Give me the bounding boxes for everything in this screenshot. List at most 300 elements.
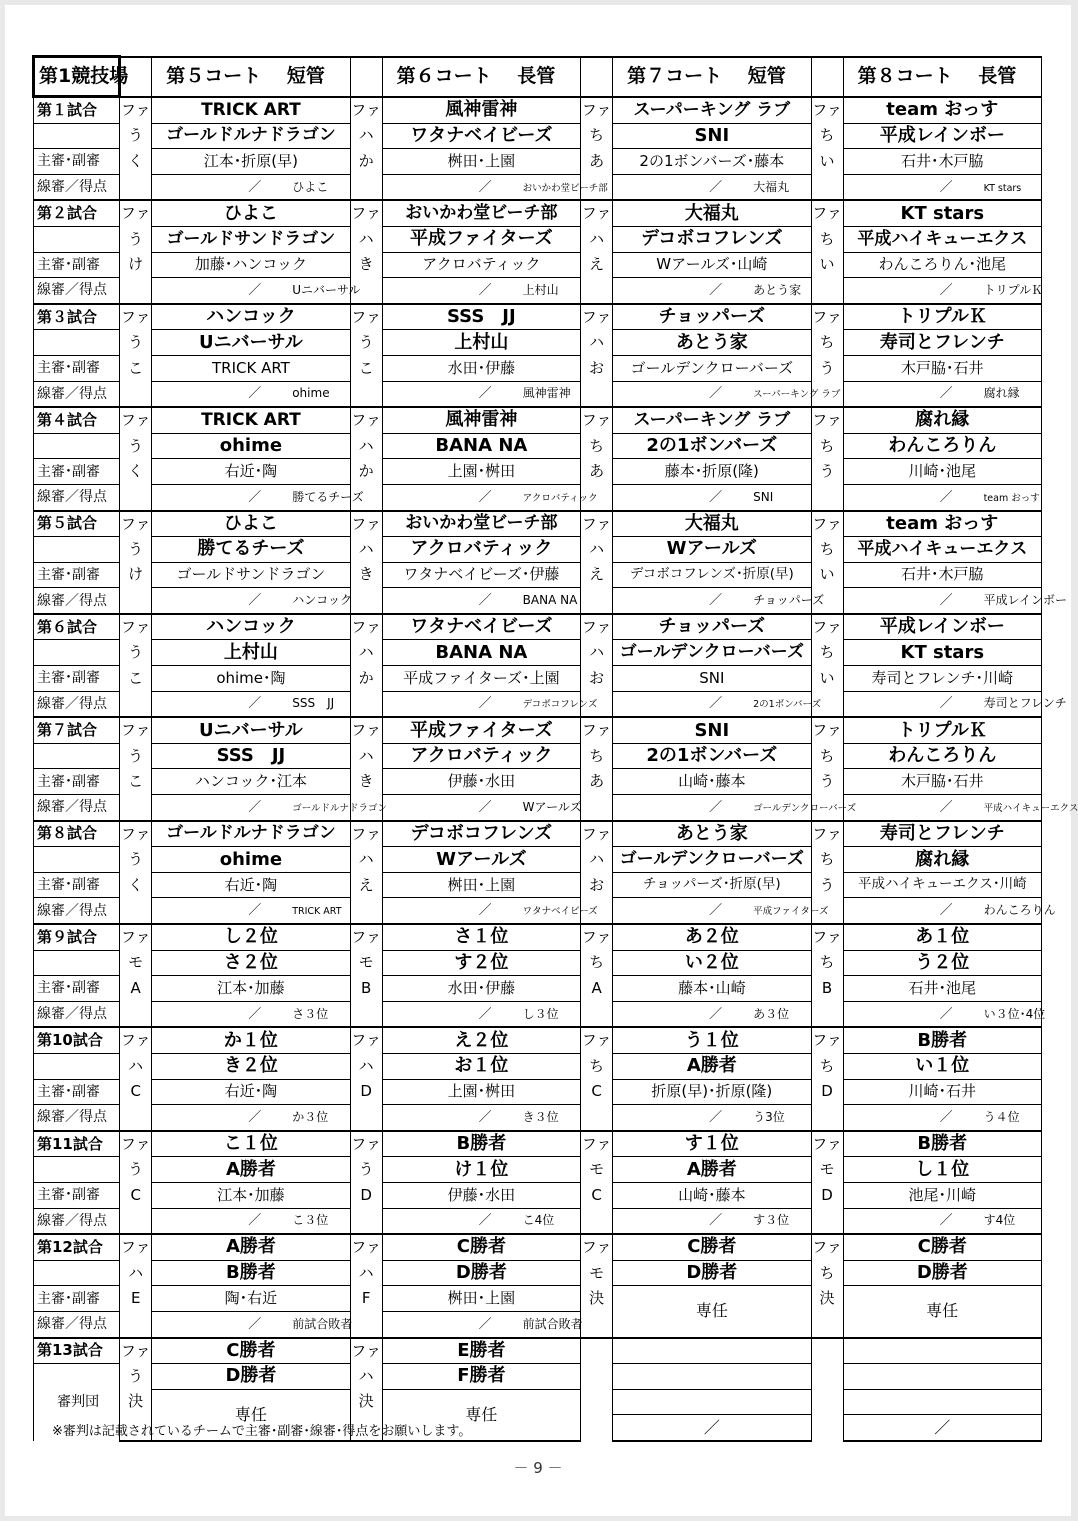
line-score-cell	[613, 1208, 811, 1234]
court-code: モ	[120, 950, 152, 976]
court-code: ファ	[811, 304, 843, 330]
slash-mark: ／	[709, 903, 723, 919]
scorer-team: チョッパーズ	[753, 593, 825, 608]
code-spacer	[581, 795, 613, 821]
court-code: モ	[581, 1260, 613, 1286]
court-code: モ	[811, 1157, 843, 1183]
header-spacer	[581, 57, 613, 97]
line-label: 線審／得点	[34, 1311, 120, 1337]
match-row	[34, 769, 1042, 795]
match-row	[34, 1208, 1042, 1234]
match-row	[34, 666, 1042, 692]
court-code: え	[581, 562, 613, 588]
referee-pair: 藤本･折原(隆)	[613, 459, 811, 485]
team-b: 平成ハイキューエクス	[843, 226, 1041, 252]
court-code: ファ	[581, 1027, 613, 1053]
line-label: 線審／得点	[34, 588, 120, 614]
court-code: ハ	[581, 330, 613, 356]
court-code: ち	[581, 123, 613, 149]
court-code: お	[581, 355, 613, 381]
line-label: 線審／得点	[34, 1001, 120, 1027]
team-b: A勝者	[613, 1053, 811, 1079]
code-empty	[581, 1338, 613, 1441]
line-score-cell	[382, 691, 598, 717]
court-code: け	[120, 252, 152, 278]
duty-cell: 専任	[843, 1286, 1041, 1338]
scorer-team: 平成ハイキューエクス	[983, 802, 1078, 814]
scorer-team: アクロバティック	[522, 492, 598, 504]
referee-pair: 伊藤･水田	[382, 769, 580, 795]
scorer-team: 風神雷神	[522, 386, 571, 401]
scorer-team: ohime	[292, 386, 330, 401]
team-b: い２位	[613, 950, 811, 976]
scorer-team: 平成レインボー	[983, 593, 1067, 608]
team-a: ゴールドルナドラゴン	[152, 821, 350, 847]
referee-pair: 2の1ボンバーズ･藤本	[613, 149, 811, 175]
team-b: B勝者	[152, 1260, 350, 1286]
team-b: BANA NA	[382, 433, 580, 459]
match-title: 第９試合	[34, 924, 120, 950]
slash-mark: ／	[478, 1213, 492, 1229]
court-code: ハ	[350, 1260, 382, 1286]
team-a: し２位	[152, 924, 350, 950]
court-code: ち	[811, 433, 843, 459]
team-a: さ１位	[382, 924, 580, 950]
label-spacer	[34, 743, 120, 769]
slash-mark: ／	[939, 386, 953, 402]
court-header: 第６コート 長管	[382, 57, 580, 97]
match-row	[34, 1338, 1042, 1364]
line-score-cell	[152, 1311, 353, 1337]
team-b: 平成レインボー	[843, 123, 1041, 149]
match-row	[34, 97, 1042, 124]
court-code: ち	[811, 1260, 843, 1286]
slash-mark: ／	[709, 799, 723, 815]
match-row	[34, 278, 1042, 304]
team-b: KT stars	[843, 640, 1041, 666]
referee-pair: 江本･加藤	[152, 1182, 350, 1208]
match-row	[34, 821, 1042, 847]
match-row	[34, 691, 1042, 717]
line-score-cell	[382, 1105, 580, 1131]
team-b: 2の1ボンバーズ	[613, 743, 811, 769]
chief-label: 主審･副審	[34, 666, 120, 692]
scorer-team: す4位	[983, 1213, 1016, 1228]
court-code: ファ	[120, 1027, 152, 1053]
court-code: う	[120, 847, 152, 873]
slash-mark: ／	[478, 386, 492, 402]
referee-pair: 水田･伊藤	[382, 976, 580, 1002]
court-code: ファ	[581, 97, 613, 124]
code-spacer	[350, 1001, 382, 1027]
match-row	[34, 355, 1042, 381]
line-score-cell	[382, 795, 580, 821]
court-code: ファ	[581, 1131, 613, 1157]
label-spacer	[34, 640, 120, 666]
court-code: う	[811, 769, 843, 795]
court-code: モ	[581, 1157, 613, 1183]
line-label: 線審／得点	[34, 898, 120, 924]
referee-pair: わんころりん･池尾	[843, 252, 1041, 278]
schedule-table	[32, 55, 1078, 1442]
referee-pair: ゴールデンクローバーズ	[613, 355, 811, 381]
line-label: 線審／得点	[34, 484, 120, 510]
court-code: ち	[581, 950, 613, 976]
venue-title: 第1競技場	[34, 57, 120, 97]
court-code: ファ	[811, 821, 843, 847]
slash-mark: ／	[478, 1316, 492, 1332]
scorer-team: ひよこ	[292, 179, 329, 194]
court-code: ファ	[581, 717, 613, 743]
label-spacer	[34, 1053, 120, 1079]
chief-label: 主審･副審	[34, 355, 120, 381]
match-title: 第５試合	[34, 511, 120, 537]
court-code: E	[120, 1286, 152, 1312]
court-code: き	[350, 252, 382, 278]
court-code: ハ	[581, 640, 613, 666]
team-a: す１位	[613, 1131, 811, 1157]
code-spacer	[811, 174, 843, 200]
referee-pair: 伊藤･水田	[382, 1182, 580, 1208]
line-score-cell	[843, 1105, 1041, 1131]
team-b: し１位	[843, 1157, 1041, 1183]
court-code: ファ	[120, 614, 152, 640]
code-spacer	[350, 691, 382, 717]
empty-cell	[613, 1389, 811, 1415]
label-spacer	[34, 433, 120, 459]
team-b: Uニバーサル	[152, 330, 350, 356]
match-row	[34, 1157, 1042, 1183]
match-row	[34, 537, 1042, 563]
court-code: う	[811, 872, 843, 898]
scorer-team: 大福丸	[753, 179, 790, 194]
code-spacer	[581, 1208, 613, 1234]
match-title: 第７試合	[34, 717, 120, 743]
team-a: ワタナベイビーズ	[382, 614, 580, 640]
team-a: 風神雷神	[382, 97, 580, 124]
court-code: ファ	[350, 407, 382, 433]
court-code: ち	[581, 743, 613, 769]
scorer-team: う3位	[753, 1109, 785, 1124]
slash-mark: ／	[709, 593, 723, 609]
referee-pair: 桝田･上園	[382, 149, 580, 175]
court-code: C	[120, 1182, 152, 1208]
line-score-cell	[382, 174, 608, 200]
code-spacer	[581, 278, 613, 304]
court-code: C	[120, 1079, 152, 1105]
court-code: あ	[581, 149, 613, 175]
referee-pair: 寿司とフレンチ･川崎	[843, 666, 1041, 692]
court-code: ち	[811, 950, 843, 976]
team-b: SSS JJ	[152, 743, 350, 769]
team-a: C勝者	[382, 1234, 580, 1260]
team-b: わんころりん	[843, 743, 1041, 769]
match-row	[34, 847, 1042, 873]
code-spacer	[350, 1311, 382, 1337]
line-label: 線審／得点	[34, 691, 120, 717]
court-code: ハ	[350, 537, 382, 563]
chief-label: 主審･副審	[34, 1182, 120, 1208]
code-spacer	[120, 484, 152, 510]
slash-mark: ／	[709, 696, 723, 712]
court-code: ハ	[350, 433, 382, 459]
referee-pair: 池尾･川崎	[843, 1182, 1041, 1208]
line-score-cell	[613, 795, 857, 821]
court-code: ファ	[350, 511, 382, 537]
chief-label: 主審･副審	[34, 872, 120, 898]
slash-mark: ／	[248, 799, 262, 815]
label-spacer	[34, 330, 120, 356]
court-code: A	[581, 976, 613, 1002]
referee-pair: 川崎･池尾	[843, 459, 1041, 485]
court-code: う	[120, 123, 152, 149]
chief-label: 主審･副審	[34, 252, 120, 278]
match-row	[34, 174, 1042, 200]
line-score-cell	[152, 1001, 350, 1027]
team-b: わんころりん	[843, 433, 1041, 459]
court-code: ファ	[581, 200, 613, 226]
line-score-cell	[843, 278, 1044, 304]
line-score-cell	[613, 381, 841, 407]
match-row	[34, 1053, 1042, 1079]
court-code: ファ	[350, 1338, 382, 1364]
code-spacer	[811, 1208, 843, 1234]
slash-mark: ／	[478, 593, 492, 609]
referee-pair: 桝田･上園	[382, 1286, 580, 1312]
line-label: 線審／得点	[34, 1208, 120, 1234]
team-a: A勝者	[152, 1234, 350, 1260]
court-code: く	[120, 149, 152, 175]
match-title: 第１試合	[34, 97, 120, 124]
referee-pair: 陶･右近	[152, 1286, 350, 1312]
line-score-cell	[382, 1001, 580, 1027]
code-spacer	[581, 1311, 613, 1337]
scorer-team: 勝てるチーズ	[292, 489, 364, 504]
team-b: き２位	[152, 1053, 350, 1079]
team-a: 平成レインボー	[843, 614, 1041, 640]
referee-pair: 江本･折原(早)	[152, 149, 350, 175]
scorer-team: おいかわ堂ビーチ部	[522, 182, 608, 194]
match-row	[34, 795, 1042, 821]
team-a: あ２位	[613, 924, 811, 950]
court-code: う	[120, 537, 152, 563]
team-b: け１位	[382, 1157, 580, 1183]
match-row	[34, 1001, 1042, 1027]
team-b: A勝者	[152, 1157, 350, 1183]
court-code: ち	[581, 1053, 613, 1079]
slash-mark: ／	[939, 282, 953, 298]
referee-pair: 桝田･上園	[382, 872, 580, 898]
code-spacer	[350, 1208, 382, 1234]
court-code: こ	[120, 355, 152, 381]
court-code: ハ	[350, 1364, 382, 1390]
team-a: ハンコック	[152, 614, 350, 640]
court-code: C	[581, 1079, 613, 1105]
scorer-team: か３位	[292, 1109, 329, 1124]
team-b: 寿司とフレンチ	[843, 330, 1041, 356]
team-a: おいかわ堂ビーチ部	[382, 511, 580, 537]
line-score-cell	[152, 278, 361, 304]
slash-mark: ／	[478, 903, 492, 919]
team-b: Wアールズ	[382, 847, 580, 873]
team-a: team おっす	[843, 97, 1041, 124]
team-a: Uニバーサル	[152, 717, 350, 743]
court-code: ファ	[811, 924, 843, 950]
referee-pair: 平成ファイターズ･上園	[382, 666, 580, 692]
code-spacer	[581, 588, 613, 614]
referee-pair: デコボコフレンズ･折原(早)	[613, 562, 811, 588]
header-row	[34, 57, 1042, 97]
team-a: TRICK ART	[152, 97, 350, 124]
match-row	[34, 1364, 1042, 1390]
code-spacer	[811, 484, 843, 510]
line-score-cell	[843, 898, 1056, 924]
scorer-team: ゴールドルナドラゴン	[292, 802, 388, 814]
team-a: 風神雷神	[382, 407, 580, 433]
team-b: デコボコフレンズ	[613, 226, 811, 252]
court-code: け	[120, 562, 152, 588]
scorer-team: 前試合敗者	[522, 1316, 583, 1331]
label-spacer	[34, 950, 120, 976]
line-score-cell	[843, 795, 1078, 821]
line-score-cell	[382, 278, 580, 304]
match-row	[34, 588, 1042, 614]
header-spacer	[811, 57, 843, 97]
slash-mark: ／	[939, 903, 953, 919]
team-b: す２位	[382, 950, 580, 976]
court-code: C	[581, 1182, 613, 1208]
code-spacer	[350, 1105, 382, 1131]
team-a: あとう家	[613, 821, 811, 847]
referee-pair: ohime･陶	[152, 666, 350, 692]
team-a: SNI	[613, 717, 811, 743]
court-code: ハ	[120, 1053, 152, 1079]
line-score-cell	[843, 691, 1067, 717]
slash-mark: ／	[939, 179, 953, 195]
line-score-cell	[613, 588, 825, 614]
code-spacer	[811, 1105, 843, 1131]
team-b: アクロバティック	[382, 743, 580, 769]
team-b: ワタナベイビーズ	[382, 123, 580, 149]
chief-label: 主審･副審	[34, 149, 120, 175]
slash-mark: ／	[939, 1213, 953, 1229]
line-score-cell	[843, 1208, 1041, 1234]
court-code: 決	[120, 1389, 152, 1415]
code-spacer	[120, 898, 152, 924]
line-score-cell	[843, 484, 1041, 510]
match-row	[34, 640, 1042, 666]
referee-pair: 上園･桝田	[382, 1079, 580, 1105]
slash-mark: ／	[478, 1006, 492, 1022]
slash-mark: ／	[939, 489, 953, 505]
label-spacer	[34, 226, 120, 252]
line-score-cell	[152, 484, 364, 510]
referee-pair: 木戸脇･石井	[843, 769, 1041, 795]
referee-pair: ゴールドサンドラゴン	[152, 562, 350, 588]
match-row	[34, 381, 1042, 407]
court-code: う	[120, 330, 152, 356]
team-b: アクロバティック	[382, 537, 580, 563]
court-code: う	[120, 743, 152, 769]
line-score-cell	[382, 381, 580, 407]
scorer-team: 腐れ縁	[983, 386, 1020, 401]
court-code: ファ	[811, 1234, 843, 1260]
court-code: ファ	[350, 717, 382, 743]
referee-pair: 折原(早)･折原(隆)	[613, 1079, 811, 1105]
chief-label: 主審･副審	[34, 562, 120, 588]
scorer-team: わんころりん	[983, 903, 1056, 918]
court-code: う	[811, 355, 843, 381]
court-code: ち	[811, 537, 843, 563]
slash-mark: ／	[939, 696, 953, 712]
code-spacer	[581, 1105, 613, 1131]
team-b: F勝者	[382, 1364, 580, 1390]
court-code: あ	[581, 769, 613, 795]
court-code: き	[350, 562, 382, 588]
scorer-team: ゴールデンクローバーズ	[753, 802, 857, 814]
match-row	[34, 1131, 1042, 1157]
match-title: 第４試合	[34, 407, 120, 433]
match-row	[34, 330, 1042, 356]
team-b: BANA NA	[382, 640, 580, 666]
scorer-team: 寿司とフレンチ	[983, 696, 1067, 711]
referee-pair: 平成ハイキューエクス･川崎	[843, 872, 1041, 898]
line-score-cell	[152, 381, 350, 407]
scorer-team: 前試合敗者	[292, 1316, 353, 1331]
court-code: ファ	[350, 821, 382, 847]
court-code: D	[350, 1182, 382, 1208]
slash-mark: ／	[248, 903, 262, 919]
line-score-cell	[613, 691, 822, 717]
slash-mark: ／	[934, 1417, 951, 1437]
match-row	[34, 1234, 1042, 1260]
scorer-team: BANA NA	[522, 593, 578, 608]
scorer-team: き３位	[522, 1109, 559, 1124]
line-score-cell	[843, 588, 1067, 614]
match-row	[34, 1105, 1042, 1131]
team-b: 勝てるチーズ	[152, 537, 350, 563]
team-a: か１位	[152, 1027, 350, 1053]
court-code: ファ	[811, 1027, 843, 1053]
slash-mark: ／	[248, 1213, 262, 1229]
scorer-team: トリプルＫ	[983, 282, 1044, 297]
court-code: ファ	[350, 97, 382, 124]
court-code: ファ	[120, 97, 152, 124]
court-code: ハ	[350, 847, 382, 873]
court-code: ち	[811, 640, 843, 666]
team-a: おいかわ堂ビーチ部	[382, 200, 580, 226]
court-code: ち	[581, 433, 613, 459]
match-row	[34, 200, 1042, 226]
match-title: 第６試合	[34, 614, 120, 640]
line-score-cell	[843, 174, 1041, 200]
code-spacer	[120, 691, 152, 717]
code-spacer	[350, 174, 382, 200]
scorer-team: 上村山	[522, 282, 559, 297]
line-score-cell	[843, 381, 1041, 407]
slash-mark: ／	[939, 1109, 953, 1125]
slash-mark: ／	[709, 1213, 723, 1229]
team-b: 上村山	[152, 640, 350, 666]
scorer-team: す３位	[753, 1213, 790, 1228]
court-code: う	[811, 459, 843, 485]
match-row	[34, 407, 1042, 433]
court-code: ファ	[350, 1027, 382, 1053]
court-code: ファ	[120, 407, 152, 433]
referee-pair: SNI	[613, 666, 811, 692]
court-code: い	[811, 149, 843, 175]
team-b: あとう家	[613, 330, 811, 356]
